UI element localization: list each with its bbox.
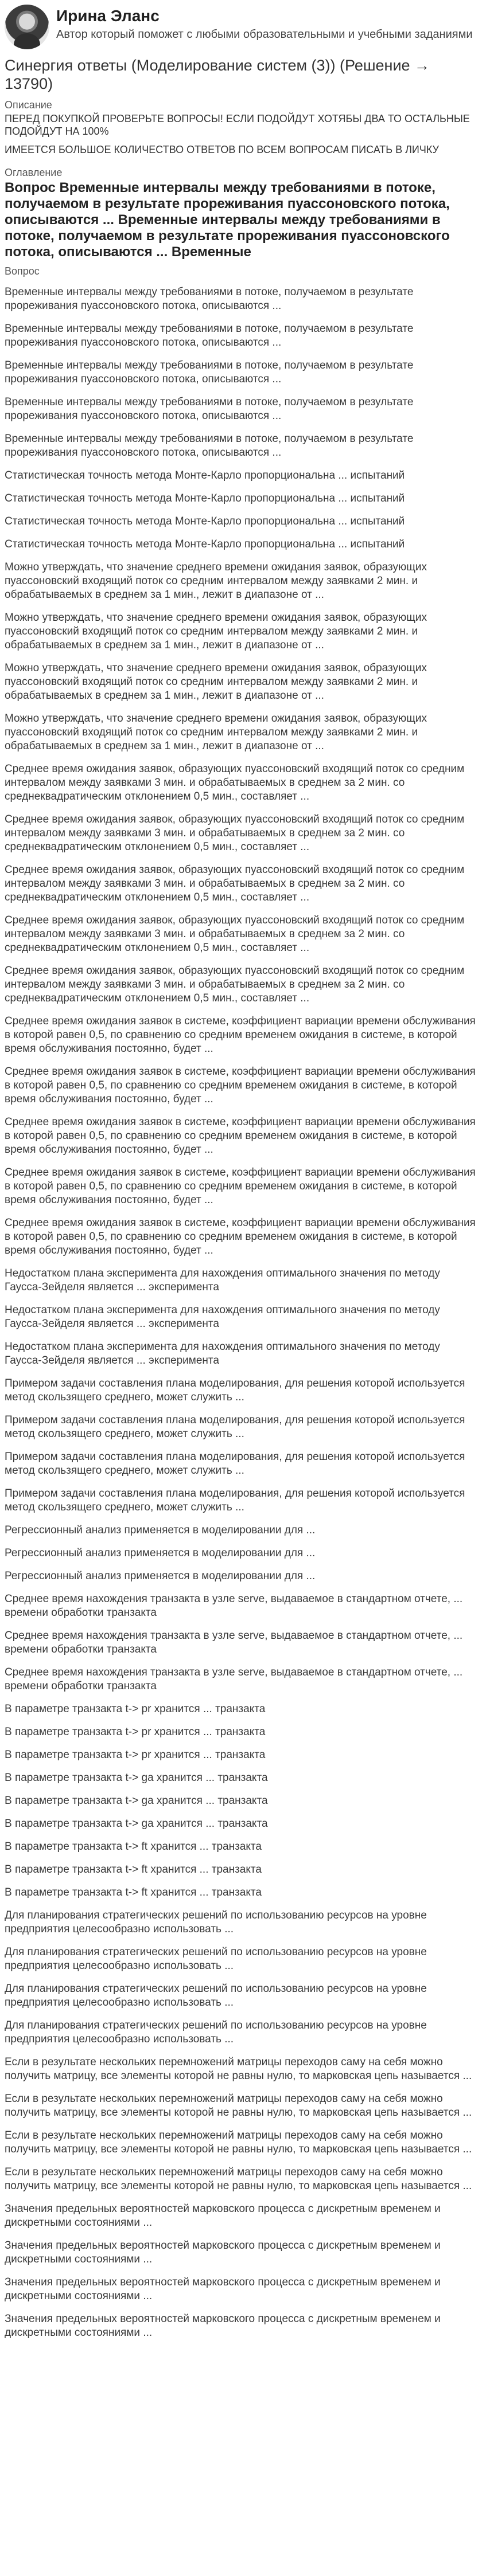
description-text-2: ИМЕЕТСЯ БОЛЬШОЕ КОЛИЧЕСТВО ОТВЕТОВ ПО ВСЕМ ВОПРОСАМ ПИСАТЬ В ЛИЧКУ	[5, 144, 439, 155]
avatar[interactable]	[5, 5, 49, 49]
author-description: Автор который поможет с любыми образовательными и учебными заданиями	[56, 28, 473, 41]
question-item: Среднее время ожидания заявок, образующих пуассоновский входящий поток со средним интервалом между заявками 3 мин. и обрабатываемых в среднем за 2 мин. со среднеквадратическим отклонением 0,5 мин., составляет ...	[5, 813, 465, 853]
question-item: Если в результате нескольких перемножений матрицы переходов саму на себя можно получить матрицу, все элементы которой не равны нулю, то марковская цепь называется ...	[5, 2093, 472, 2119]
question-item: Временные интервалы между требованиями в потоке, получаемом в результате прореживания пуассоновского потока, описываются ...	[5, 286, 414, 312]
question-list	[5, 285, 478, 2340]
question-item: В параметре транзакта t-> ft хранится ... транзакта	[5, 1864, 262, 1876]
question-item: Недостатком плана эксперимента для нахождения оптимального значения по методу Гаусса-Зейделя является ... эксперимента	[5, 1267, 440, 1293]
question-item: Примером задачи составления плана моделирования, для решения которой используется метод скользящего среднего, может служить ...	[5, 1451, 465, 1477]
question-item: Среднее время нахождения транзакта в узле serve, выдаваемое в стандартном отчете, ... времени обработки транзакта	[5, 1630, 463, 1655]
question-item: Среднее время ожидания заявок в системе, коэффициент вариации времени обслуживания в которой равен 0,5, по сравнению со средним временем ожидания в системе, в которой время обслуживания постоянно, будет ...	[5, 1217, 476, 1256]
question-item: Значения предельных вероятностей марковского процесса с дискретным временем и дискретными состояниями ...	[5, 2240, 441, 2265]
question-item: Регрессионный анализ применяется в моделировании для ...	[5, 1570, 316, 1582]
author-block	[5, 0, 478, 49]
question-item: Временные интервалы между требованиями в потоке, получаемом в результате прореживания пуассоновского потока, описываются ...	[5, 396, 414, 422]
question-item: Если в результате нескольких перемножений матрицы переходов саму на себя можно получить матрицу, все элементы которой не равны нулю, то марковская цепь называется ...	[5, 2166, 472, 2192]
question-item: Статистическая точность метода Монте-Карло пропорциональна ... испытаний	[5, 515, 405, 527]
question-item: Статистическая точность метода Монте-Карло пропорциональна ... испытаний	[5, 492, 405, 504]
question-item: Среднее время ожидания заявок, образующих пуассоновский входящий поток со средним интервалом между заявками 3 мин. и обрабатываемых в среднем за 2 мин. со среднеквадратическим отклонением 0,5 мин., составляет ...	[5, 914, 465, 954]
question-item: В параметре транзакта t-> pr хранится ... транзакта	[5, 1749, 266, 1761]
question-item: Среднее время ожидания заявок, образующих пуассоновский входящий поток со средним интервалом между заявками 3 мин. и обрабатываемых в среднем за 2 мин. со среднеквадратическим отклонением 0,5 мин., составляет ...	[5, 763, 465, 802]
question-item: Среднее время ожидания заявок, образующих пуассоновский входящий поток со средним интервалом между заявками 3 мин. и обрабатываемых в среднем за 2 мин. со среднеквадратическим отклонением 0,5 мин., составляет ...	[5, 965, 465, 1004]
question-item: Среднее время ожидания заявок в системе, коэффициент вариации времени обслуживания в которой равен 0,5, по сравнению со средним временем ожидания в системе, в которой время обслуживания постоянно, будет ...	[5, 1066, 476, 1105]
question-item: В параметре транзакта t-> ga хранится ... транзакта	[5, 1772, 268, 1784]
question-item: Значения предельных вероятностей марковского процесса с дискретным временем и дискретными состояниями ...	[5, 2203, 441, 2229]
question-item: Можно утверждать, что значение среднего времени ожидания заявок, образующих пуассоновский входящий поток со средним интервалом между заявками 2 мин. и обрабатываемых в среднем за 1 мин., лежит в диапазоне от ...	[5, 612, 427, 651]
question-item: Примером задачи составления плана моделирования, для решения которой используется метод скользящего среднего, может служить ...	[5, 1487, 465, 1513]
question-item: Временные интервалы между требованиями в потоке, получаемом в результате прореживания пуассоновского потока, описываются ...	[5, 359, 414, 385]
question-item: Среднее время нахождения транзакта в узле serve, выдаваемое в стандартном отчете, ... времени обработки транзакта	[5, 1593, 463, 1619]
question-item: Примером задачи составления плана моделирования, для решения которой используется метод скользящего среднего, может служить ...	[5, 1377, 465, 1403]
question-item: Можно утверждать, что значение среднего времени ожидания заявок, образующих пуассоновский входящий поток со средним интервалом между заявками 2 мин. и обрабатываемых в среднем за 1 мин., лежит в диапазоне от ...	[5, 662, 427, 702]
question-item: Можно утверждать, что значение среднего времени ожидания заявок, образующих пуассоновский входящий поток со средним интервалом между заявками 2 мин. и обрабатываемых в среднем за 1 мин., лежит в диапазоне от ...	[5, 712, 427, 752]
question-label: Вопрос	[5, 265, 40, 277]
question-item: Значения предельных вероятностей марковского процесса с дискретным временем и дискретными состояниями ...	[5, 2313, 441, 2339]
question-item: В параметре транзакта t-> pr хранится ... транзакта	[5, 1703, 266, 1715]
question-item: Среднее время ожидания заявок, образующих пуассоновский входящий поток со средним интервалом между заявками 3 мин. и обрабатываемых в среднем за 2 мин. со среднеквадратическим отклонением 0,5 мин., составляет ...	[5, 864, 465, 903]
question-item: Среднее время ожидания заявок в системе, коэффициент вариации времени обслуживания в которой равен 0,5, по сравнению со средним временем ожидания в системе, в которой время обслуживания постоянно, будет ...	[5, 1015, 476, 1055]
question-item: Регрессионный анализ применяется в моделировании для ...	[5, 1547, 316, 1559]
question-item: Среднее время нахождения транзакта в узле serve, выдаваемое в стандартном отчете, ... времени обработки транзакта	[5, 1666, 463, 1692]
question-item: Среднее время ожидания заявок в системе, коэффициент вариации времени обслуживания в которой равен 0,5, по сравнению со средним временем ожидания в системе, в которой время обслуживания постоянно, будет ...	[5, 1166, 476, 1206]
question-item: Если в результате нескольких перемножений матрицы переходов саму на себя можно получить матрицу, все элементы которой не равны нулю, то марковская цепь называется ...	[5, 2129, 472, 2155]
question-item: Статистическая точность метода Монте-Карло пропорциональна ... испытаний	[5, 469, 405, 481]
question-item: Можно утверждать, что значение среднего времени ожидания заявок, образующих пуассоновский входящий поток со средним интервалом между заявками 2 мин. и обрабатываемых в среднем за 1 мин., лежит в диапазоне от ...	[5, 561, 427, 601]
question-item: Для планирования стратегических решений по использованию ресурсов на уровне предприятия целесообразно использовать ...	[5, 1909, 427, 1935]
question-item: Среднее время ожидания заявок в системе, коэффициент вариации времени обслуживания в которой равен 0,5, по сравнению со средним временем ожидания в системе, в которой время обслуживания постоянно, будет ...	[5, 1116, 476, 1156]
author-info	[56, 5, 473, 41]
question-item: Для планирования стратегических решений по использованию ресурсов на уровне предприятия целесообразно использовать ...	[5, 2019, 427, 2045]
page-title: Синергия ответы (Моделирование систем (3)) (Решение → 13790)	[5, 57, 430, 92]
question-item: Временные интервалы между требованиями в потоке, получаемом в результате прореживания пуассоновского потока, описываются ...	[5, 433, 414, 459]
question-item: Если в результате нескольких перемножений матрицы переходов саму на себя можно получить матрицу, все элементы которой не равны нулю, то марковская цепь называется ...	[5, 2056, 472, 2082]
question-item: В параметре транзакта t-> ft хранится ... транзакта	[5, 1841, 262, 1853]
toc-title: Вопрос Временные интервалы между требованиями в потоке, получаемом в результате прореживания пуассоновского потока, описываются ... Временные интервалы между требованиями в потоке, получаемом в результате прореживания пуассоновского потока, описываются ... Временные	[5, 180, 450, 260]
question-item: Значения предельных вероятностей марковского процесса с дискретным временем и дискретными состояниями ...	[5, 2276, 441, 2302]
question-item: В параметре транзакта t-> ga хранится ... транзакта	[5, 1795, 268, 1807]
question-item: Примером задачи составления плана моделирования, для решения которой используется метод скользящего среднего, может служить ...	[5, 1414, 465, 1440]
question-item: Временные интервалы между требованиями в потоке, получаемом в результате прореживания пуассоновского потока, описываются ...	[5, 323, 414, 349]
question-item: Недостатком плана эксперимента для нахождения оптимального значения по методу Гаусса-Зейделя является ... эксперимента	[5, 1341, 440, 1367]
question-item: Недостатком плана эксперимента для нахождения оптимального значения по методу Гаусса-Зейделя является ... эксперимента	[5, 1304, 440, 1330]
question-item: Регрессионный анализ применяется в моделировании для ...	[5, 1524, 316, 1536]
question-item: В параметре транзакта t-> ft хранится ... транзакта	[5, 1886, 262, 1898]
toc-label: Оглавление	[5, 167, 63, 178]
description-text: ПЕРЕД ПОКУПКОЙ ПРОВЕРЬТЕ ВОПРОСЫ! ЕСЛИ ПОДОЙДУТ ХОТЯБЫ ДВА ТО ОСТАЛЬНЫЕ ПОДОЙДУТ НА 100%	[5, 113, 470, 137]
question-item: В параметре транзакта t-> pr хранится ... транзакта	[5, 1726, 266, 1738]
question-item: Статистическая точность метода Монте-Карло пропорциональна ... испытаний	[5, 538, 405, 550]
question-item: Для планирования стратегических решений по использованию ресурсов на уровне предприятия целесообразно использовать ...	[5, 1983, 427, 2009]
question-item: Для планирования стратегических решений по использованию ресурсов на уровне предприятия целесообразно использовать ...	[5, 1946, 427, 1972]
description-label: Описание	[5, 99, 52, 111]
author-name[interactable]: Ирина Эланс	[56, 7, 160, 25]
question-item: В параметре транзакта t-> ga хранится ... транзакта	[5, 1818, 268, 1830]
